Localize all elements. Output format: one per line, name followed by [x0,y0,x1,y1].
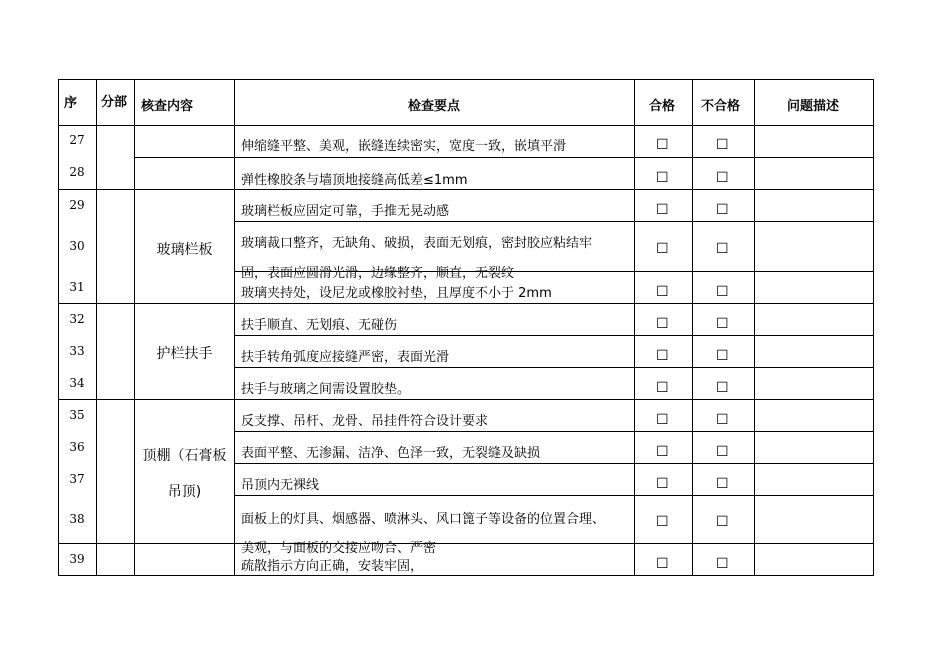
row-line [234,463,874,464]
pass-checkbox[interactable]: ☐ [656,284,669,300]
pass-checkbox[interactable]: ☐ [656,137,669,153]
header-pass: 合格 [649,99,676,114]
fail-checkbox[interactable]: ☐ [716,556,729,572]
row-line [234,221,874,222]
fail-checkbox[interactable]: ☐ [716,202,729,218]
row-number: 28 [69,165,85,179]
fail-checkbox[interactable]: ☐ [716,476,729,492]
fail-checkbox[interactable]: ☐ [716,241,729,257]
pass-checkbox[interactable]: ☐ [656,170,669,186]
pass-checkbox[interactable]: ☐ [656,202,669,218]
column-line [96,79,97,576]
category-ceiling-line1: 顶棚（石膏板 [142,448,227,464]
pass-checkbox[interactable]: ☐ [656,514,669,530]
inspection-table [58,79,874,576]
check-point-text: 疏散指示方向正确，安装牢固， [241,559,424,574]
row-line [58,543,874,544]
table-border-bottom [58,575,874,576]
row-number: 33 [69,344,85,358]
pass-checkbox[interactable]: ☐ [656,241,669,257]
row-number: 38 [69,512,85,526]
row-number: 30 [69,239,85,253]
check-point-text: 反支撑、吊杆、龙骨、吊挂件符合设计要求 [241,414,489,429]
row-number: 37 [69,472,85,486]
check-point-text: 扶手顺直、无划痕、无碰伤 [241,318,398,333]
fail-checkbox[interactable]: ☐ [716,380,729,396]
header-seq: 序 [64,96,78,111]
row-line [58,303,874,304]
row-number: 27 [69,133,85,147]
column-line [692,79,693,576]
pass-checkbox[interactable]: ☐ [656,348,669,364]
pass-checkbox[interactable]: ☐ [656,476,669,492]
pass-checkbox[interactable]: ☐ [656,556,669,572]
section-column-bottom [96,575,134,576]
row-number: 34 [69,376,85,390]
check-point-text: 伸缩缝平整、美观，嵌缝连续密实，宽度一致，嵌填平滑 [241,139,567,154]
header-points: 检查要点 [408,99,461,114]
pass-checkbox[interactable]: ☐ [656,380,669,396]
row-number: 29 [69,198,85,212]
row-line [134,157,874,158]
fail-checkbox[interactable]: ☐ [716,170,729,186]
header-section: 分部 [101,95,128,110]
check-point-text: 玻璃栏板应固定可靠，手推无晃动感 [241,204,450,219]
row-number: 36 [69,440,85,454]
fail-checkbox[interactable]: ☐ [716,284,729,300]
fail-checkbox[interactable]: ☐ [716,316,729,332]
header-content: 核查内容 [141,99,194,114]
row-line [234,367,874,368]
row-number: 39 [69,552,85,566]
row-line [58,399,874,400]
row-line [58,189,874,190]
column-line [234,79,235,576]
row-number: 32 [69,312,85,326]
check-point-cell [241,501,633,556]
category-glass-railing: 玻璃栏板 [156,242,213,258]
column-line [754,79,755,576]
column-line [634,79,635,576]
check-point-text: 扶手与玻璃之间需设置胶垫。 [241,382,411,397]
row-line [234,495,874,496]
check-point-text: 表面平整、无渗漏、洁净、色泽一致，无裂缝及缺损 [241,446,541,461]
check-point-text-continued: 固，表面应圆滑光滑，边缘整齐，顺直，无裂纹 [241,266,515,281]
check-point-text: 扶手转角弧度应接缝严密，表面光滑 [241,350,450,365]
check-point-cell [241,227,633,281]
fail-checkbox[interactable]: ☐ [716,412,729,428]
column-line [134,79,135,576]
row-line [234,335,874,336]
check-point-text: 吊顶内无裸线 [241,478,320,493]
fail-checkbox[interactable]: ☐ [716,444,729,460]
fail-checkbox[interactable]: ☐ [716,137,729,153]
row-line [234,431,874,432]
header-fail: 不合格 [701,99,741,114]
check-point-text: 面板上的灯具、烟感器、喷淋头、风口篦子等设备的位置合理、 [241,512,606,527]
fail-checkbox[interactable]: ☐ [716,514,729,530]
header-issue: 问题描述 [787,99,840,114]
check-point-text: 玻璃夹持处，设尼龙或橡胶衬垫，且厚度不小于 2mm [241,286,552,301]
check-point-text-continued: 美观，与面板的交接应吻合、严密 [241,541,437,556]
table-border-top [58,79,874,80]
pass-checkbox[interactable]: ☐ [656,412,669,428]
pass-checkbox[interactable]: ☐ [656,444,669,460]
pass-checkbox[interactable]: ☐ [656,316,669,332]
category-ceiling-line2: 吊顶) [167,484,202,500]
row-number: 35 [69,408,85,422]
check-point-text: 玻璃裁口整齐，无缺角、破损，表面无划痕，密封胶应粘结牢 [241,236,593,251]
row-number: 31 [69,280,85,294]
category-handrail: 护栏扶手 [156,346,213,362]
fail-checkbox[interactable]: ☐ [716,348,729,364]
table-border-left [58,79,59,576]
header-bottom-line [58,125,874,126]
table-border-right [873,79,874,576]
check-point-text: 弹性橡胶条与墙顶地接缝高低差≤1mm [241,173,468,188]
